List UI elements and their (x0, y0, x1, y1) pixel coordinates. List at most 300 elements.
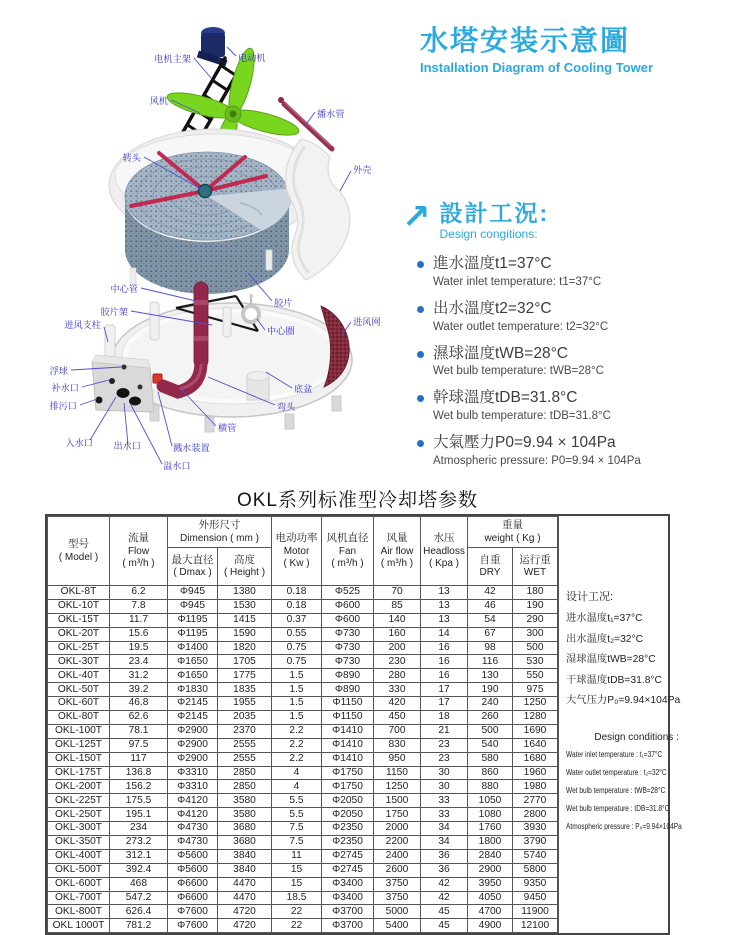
table-cell: 22 (272, 919, 322, 933)
table-cell: 2850 (218, 766, 272, 780)
table-row (48, 766, 558, 780)
table-cell: 3680 (218, 822, 272, 836)
header-text: ( Model ) (58, 551, 99, 563)
table-cell: Φ2900 (168, 738, 218, 752)
table-row (48, 669, 558, 683)
notes-en-title: Design conditions : (594, 732, 679, 743)
table-cell: 2200 (374, 836, 421, 850)
table-cell: 950 (374, 752, 421, 766)
table-cell: OKL-350T (48, 836, 110, 850)
table-cell: 0.55 (272, 627, 322, 641)
table-cell: 2850 (218, 780, 272, 794)
table-cell: 1150 (374, 766, 421, 780)
table-cell: Φ1195 (168, 613, 218, 627)
header-text: ( Kpa ) (428, 557, 459, 569)
table-cell: Φ3310 (168, 766, 218, 780)
notes-cn-line: 大气压力P₀=9.94×104Pa (566, 695, 681, 706)
table-cell: 23.4 (110, 655, 168, 669)
table-cell: 500 (468, 724, 513, 738)
table-cell: 17 (421, 683, 468, 697)
notes-chinese (566, 588, 707, 706)
table-row (48, 780, 558, 794)
header-text: ( Height ) (223, 567, 266, 579)
table-cell: 30 (421, 766, 468, 780)
table-cell: 116 (468, 655, 513, 669)
table-cell: 33 (421, 794, 468, 808)
condition-en: Atmospheric pressure: P0=9.94 × 104Pa (433, 455, 641, 468)
bullet-icon (417, 440, 424, 447)
table-cell: OKL-225T (48, 794, 110, 808)
table-cell: 540 (468, 738, 513, 752)
table-row (48, 891, 558, 905)
table-cell: Φ2745 (322, 849, 374, 863)
table-cell: 62.6 (110, 711, 168, 725)
table-cell: OKL-800T (48, 905, 110, 919)
table-cell: 1.5 (272, 683, 322, 697)
table-cell: 830 (374, 738, 421, 752)
table-cell: 550 (513, 669, 558, 683)
table-cell: Φ600 (322, 613, 374, 627)
table-cell: 67 (468, 627, 513, 641)
table-cell: 4700 (468, 905, 513, 919)
table-cell: OKL-50T (48, 683, 110, 697)
table-cell: 3580 (218, 794, 272, 808)
table-cell: 18 (421, 711, 468, 725)
table-cell: OKL-600T (48, 877, 110, 891)
table-row (48, 655, 558, 669)
table-cell: 22 (272, 905, 322, 919)
table-cell: 34 (421, 836, 468, 850)
table-cell: 781.2 (110, 919, 168, 933)
table-cell: Φ1750 (322, 780, 374, 794)
table-cell: Φ1750 (322, 766, 374, 780)
col-header-weight (468, 517, 558, 548)
table-cell: Φ3400 (322, 877, 374, 891)
table-cell: 175.5 (110, 794, 168, 808)
table-cell: 580 (468, 752, 513, 766)
condition-item (402, 389, 722, 422)
notes-cn-line: 湿球温度tWB=28°C (566, 654, 656, 665)
header-text: 自重 (479, 553, 501, 566)
table-cell: 2000 (374, 822, 421, 836)
table-row (48, 627, 558, 641)
table-cell: OKL-250T (48, 808, 110, 822)
table-cell: 450 (374, 711, 421, 725)
table-cell: 1380 (218, 586, 272, 600)
bullet-icon (417, 261, 424, 268)
header-text: ( Dmax ) (173, 567, 212, 579)
header-text: Fan (338, 545, 357, 557)
notes-cn-line: 出水温度t₂=32°C (566, 633, 644, 645)
header-text: Motor (283, 545, 310, 557)
page-subtitle: Installation Diagram of Cooling Tower (420, 59, 654, 75)
condition-en: Wet bulb temperature: tDB=31.8°C (433, 410, 611, 423)
table-row (48, 849, 558, 863)
table-cell: 2.2 (272, 738, 322, 752)
table-cell: 1640 (513, 738, 558, 752)
table-cell: 234 (110, 822, 168, 836)
table-cell: 33 (421, 808, 468, 822)
table-row (48, 711, 558, 725)
table-cell: 4050 (468, 891, 513, 905)
table-cell: 54 (468, 613, 513, 627)
table-cell: 23 (421, 738, 468, 752)
table-cell: 9450 (513, 891, 558, 905)
table-cell: 11900 (513, 905, 558, 919)
table-cell: Φ2050 (322, 794, 374, 808)
col-header-dimension (168, 517, 272, 548)
table-row (48, 863, 558, 877)
table-cell: 15 (272, 863, 322, 877)
label-basin: 底盆 (294, 384, 313, 394)
label-center-pipe: 中心管 (110, 284, 138, 294)
table-cell: 156.2 (110, 780, 168, 794)
table-cell: OKL-20T (48, 627, 110, 641)
table-cell: 36 (421, 849, 468, 863)
table-cell: 31.2 (110, 669, 168, 683)
condition-zh: 幹球溫度tDB=31.8°C (433, 389, 578, 407)
table-cell: 3750 (374, 891, 421, 905)
header-text: ( Kw ) (283, 557, 310, 569)
table-cell: 1690 (513, 724, 558, 738)
table-cell: 4 (272, 780, 322, 794)
table-cell: 2600 (374, 863, 421, 877)
design-conditions-section (402, 198, 722, 479)
condition-zh: 大氣壓力P0=9.94 × 104Pa (433, 434, 616, 452)
table-cell: 5400 (374, 919, 421, 933)
table-cell: OKL-60T (48, 697, 110, 711)
header-text: Flow (127, 545, 150, 557)
table-cell: Φ1400 (168, 641, 218, 655)
table-row (48, 599, 558, 613)
table-cell: 1680 (513, 752, 558, 766)
header-text: ( m³/h ) (380, 557, 414, 569)
table-cell: 42 (421, 877, 468, 891)
col-header-fan (322, 517, 374, 586)
label-sprinkler-pipe: 播水管 (317, 109, 345, 119)
table-cell: 7.5 (272, 836, 322, 850)
table-cell: 2840 (468, 849, 513, 863)
col-header-dmax (168, 548, 218, 586)
table-cell: 97.5 (110, 738, 168, 752)
table-cell: 290 (513, 613, 558, 627)
table-cell: 500 (513, 641, 558, 655)
table-cell: 0.37 (272, 613, 322, 627)
table-cell: 1.5 (272, 711, 322, 725)
notes-cn-title: 设计工况: (566, 591, 614, 603)
table-cell: 15 (272, 877, 322, 891)
table-cell: OKL-125T (48, 738, 110, 752)
table-row (48, 919, 558, 933)
table-cell: Φ890 (322, 683, 374, 697)
condition-item (402, 434, 722, 467)
table-cell: 42 (468, 586, 513, 600)
condition-item (402, 345, 722, 378)
table-cell: 42 (421, 891, 468, 905)
header-text: 重量 (502, 519, 523, 532)
header-text: DRY (479, 567, 501, 579)
table-cell: 23 (421, 752, 468, 766)
table-cell: 30 (421, 780, 468, 794)
table-cell: Φ3400 (322, 891, 374, 905)
center-ring-part (243, 294, 259, 322)
header-text: 高度 (234, 553, 255, 566)
table-cell: 34 (421, 822, 468, 836)
table-cell: 860 (468, 766, 513, 780)
table-cell: 70 (374, 586, 421, 600)
label-splash-device: 溅水装置 (173, 443, 210, 453)
table-cell: 3950 (468, 877, 513, 891)
spec-table-body (48, 586, 558, 933)
table-cell: Φ4120 (168, 808, 218, 822)
table-cell: Φ1650 (168, 669, 218, 683)
table-cell: OKL-10T (48, 599, 110, 613)
table-cell: 0.18 (272, 586, 322, 600)
table-cell: 5000 (374, 905, 421, 919)
table-row (48, 822, 558, 836)
table-cell: OKL-175T (48, 766, 110, 780)
table-cell: 3680 (218, 836, 272, 850)
header-text: 最大直径 (171, 553, 214, 566)
condition-item (402, 300, 722, 333)
table-cell: 1080 (468, 808, 513, 822)
label-water-outlet: 出水口 (113, 441, 141, 451)
label-motor: 电动机 (238, 53, 266, 63)
table-row (48, 836, 558, 850)
page-title: 水塔安装示意圖 (420, 25, 631, 56)
table-cell: Φ2145 (168, 697, 218, 711)
table-row (48, 586, 558, 600)
table-cell: 3750 (374, 877, 421, 891)
table-cell: 200 (374, 641, 421, 655)
table-cell: Φ945 (168, 599, 218, 613)
table-cell: 468 (110, 877, 168, 891)
table-cell: 0.75 (272, 655, 322, 669)
table-cell: 45 (421, 905, 468, 919)
table-cell: 19.5 (110, 641, 168, 655)
table-row (48, 794, 558, 808)
table-cell: 13 (421, 586, 468, 600)
label-float-ball: 浮球 (49, 366, 68, 376)
table-cell: OKL-400T (48, 849, 110, 863)
table-cell: OKL-150T (48, 752, 110, 766)
table-cell: 392.4 (110, 863, 168, 877)
table-cell: 18.5 (272, 891, 322, 905)
condition-zh: 出水溫度t2=32°C (433, 299, 552, 317)
table-cell: 5.5 (272, 794, 322, 808)
table-cell: Φ5600 (168, 863, 218, 877)
page-title-block (420, 26, 653, 75)
table-cell: OKL-8T (48, 586, 110, 600)
table-cell: 260 (468, 711, 513, 725)
label-drain-port: 排污口 (49, 401, 77, 411)
label-inlet-mesh: 进风网 (353, 317, 381, 327)
label-rotary-head: 转头 (122, 153, 141, 163)
table-cell: 180 (513, 586, 558, 600)
table-cell: 195.1 (110, 808, 168, 822)
table-cell: 45 (421, 919, 468, 933)
table-cell: 46.8 (110, 697, 168, 711)
table-cell: Φ1410 (322, 738, 374, 752)
notes-en-line: Water outlet temperature : t₂=32°C (566, 768, 667, 777)
table-cell: Φ2745 (322, 863, 374, 877)
table-cell: 136.8 (110, 766, 168, 780)
table-cell: 547.2 (110, 891, 168, 905)
table-cell: 130 (468, 669, 513, 683)
table-cell: OKL-700T (48, 891, 110, 905)
condition-en: Water outlet temperature: t2=32°C (433, 320, 609, 333)
header-text: weight ( Kg ) (484, 532, 541, 544)
table-cell: 300 (513, 627, 558, 641)
table-cell: OKL-25T (48, 641, 110, 655)
table-row (48, 613, 558, 627)
table-cell: 160 (374, 627, 421, 641)
label-fill-frame: 胶片架 (100, 307, 128, 317)
table-cell: 1250 (374, 780, 421, 794)
table-cell: 2555 (218, 752, 272, 766)
table-cell: 7.8 (110, 599, 168, 613)
label-inlet-strut: 进风支柱 (64, 320, 101, 330)
table-cell: 280 (374, 669, 421, 683)
table-cell: 2.2 (272, 752, 322, 766)
table-cell: Φ3310 (168, 780, 218, 794)
header-text: WET (523, 567, 547, 579)
table-cell: 11 (272, 849, 322, 863)
table-cell: 4720 (218, 919, 272, 933)
notes-en-line: Water inlet temperature : t₁=37°C (566, 750, 663, 759)
table-cell: 2900 (468, 863, 513, 877)
table-row (48, 752, 558, 766)
col-header-flow (110, 517, 168, 586)
table-cell: 420 (374, 697, 421, 711)
label-motor-frame: 电机主架 (154, 54, 191, 64)
table-cell: 4470 (218, 877, 272, 891)
table-cell: 1705 (218, 655, 272, 669)
table-row (48, 808, 558, 822)
table-cell: Φ945 (168, 586, 218, 600)
table-row (48, 697, 558, 711)
condition-zh: 濕球溫度tWB=28°C (433, 344, 568, 362)
table-cell: Φ730 (322, 655, 374, 669)
header-text: 型号 (68, 538, 89, 551)
table-cell: 7.5 (272, 822, 322, 836)
col-header-airflow (374, 517, 421, 586)
table-cell: 190 (468, 683, 513, 697)
table-cell: 1750 (374, 808, 421, 822)
table-cell: 2770 (513, 794, 558, 808)
table-cell: 13 (421, 613, 468, 627)
table-cell: 1955 (218, 697, 272, 711)
table-cell: 1.5 (272, 669, 322, 683)
table-cell: 78.1 (110, 724, 168, 738)
table-cell: 2555 (218, 738, 272, 752)
table-cell: Φ525 (322, 586, 374, 600)
condition-en: Water inlet temperature: t1=37°C (433, 275, 602, 288)
table-cell: 140 (374, 613, 421, 627)
table-cell: 1820 (218, 641, 272, 655)
table-cell: OKL-40T (48, 669, 110, 683)
header-text: 电动功率 (275, 532, 318, 545)
design-conditions-subtitle: Design congitions: (439, 227, 538, 241)
table-cell: 46 (468, 599, 513, 613)
table-cell: 98 (468, 641, 513, 655)
notes-english (566, 732, 707, 831)
label-fill-sheet: 胶片 (274, 298, 293, 308)
table-cell: 5.5 (272, 808, 322, 822)
table-cell: 626.4 (110, 905, 168, 919)
table-cell: Φ730 (322, 641, 374, 655)
table-cell: 1050 (468, 794, 513, 808)
cooling-tower-diagram (0, 0, 420, 480)
table-cell: Φ4120 (168, 794, 218, 808)
table-row (48, 683, 558, 697)
label-makeup-port: 补水口 (51, 383, 79, 393)
shell-part (286, 139, 350, 280)
table-cell: Φ1650 (168, 655, 218, 669)
table-cell: Φ1410 (322, 724, 374, 738)
table-cell: 2035 (218, 711, 272, 725)
table-cell: Φ890 (322, 669, 374, 683)
header-text: 水压 (433, 532, 455, 545)
table-cell: Φ2350 (322, 836, 374, 850)
table-cell: 1960 (513, 766, 558, 780)
notes-cn-line: 干球温度tDB=31.8°C (566, 674, 662, 686)
table-cell: 700 (374, 724, 421, 738)
table-cell: OKL-30T (48, 655, 110, 669)
table-cell: 1775 (218, 669, 272, 683)
header-text: 流量 (128, 532, 149, 545)
table-cell: 273.2 (110, 836, 168, 850)
table-cell: OKL-500T (48, 863, 110, 877)
table-cell: 21 (421, 724, 468, 738)
table-cell: 5740 (513, 849, 558, 863)
header-text: 运行重 (519, 553, 551, 566)
notes-en-line: Wet bulb temperature : tDB=31.8°C (566, 804, 670, 813)
table-row (48, 905, 558, 919)
table-cell: 190 (513, 599, 558, 613)
header-text: 风量 (386, 532, 408, 545)
header-text: ( m³/h ) (122, 557, 155, 569)
label-elbow: 弯头 (277, 402, 296, 412)
table-cell: 15.6 (110, 627, 168, 641)
header-text: Headloss (423, 545, 465, 557)
table-cell: 230 (374, 655, 421, 669)
table-cell: 16 (421, 669, 468, 683)
table-cell: 12100 (513, 919, 558, 933)
bullet-icon (417, 306, 424, 313)
table-cell: Φ6600 (168, 891, 218, 905)
condition-en: Wet bulb temperature: tWB=28°C (433, 365, 604, 378)
table-cell: 3790 (513, 836, 558, 850)
table-cell: 1760 (468, 822, 513, 836)
table-cell: 330 (374, 683, 421, 697)
table-cell: 1.5 (272, 697, 322, 711)
table-cell: 17 (421, 697, 468, 711)
table-cell: 0.18 (272, 599, 322, 613)
table-cell: Φ4730 (168, 836, 218, 850)
spec-table (47, 516, 558, 933)
table-cell: 3840 (218, 849, 272, 863)
table-cell: Φ2145 (168, 711, 218, 725)
table-cell: Φ3700 (322, 919, 374, 933)
label-fan: 风机 (149, 96, 168, 106)
table-cell: Φ2050 (322, 808, 374, 822)
table-cell: Φ1410 (322, 752, 374, 766)
design-conditions-title: 設計工況: (439, 200, 550, 226)
header-text: Dimension ( mm ) (180, 532, 259, 544)
table-cell: Φ6600 (168, 877, 218, 891)
table-cell: 4 (272, 766, 322, 780)
